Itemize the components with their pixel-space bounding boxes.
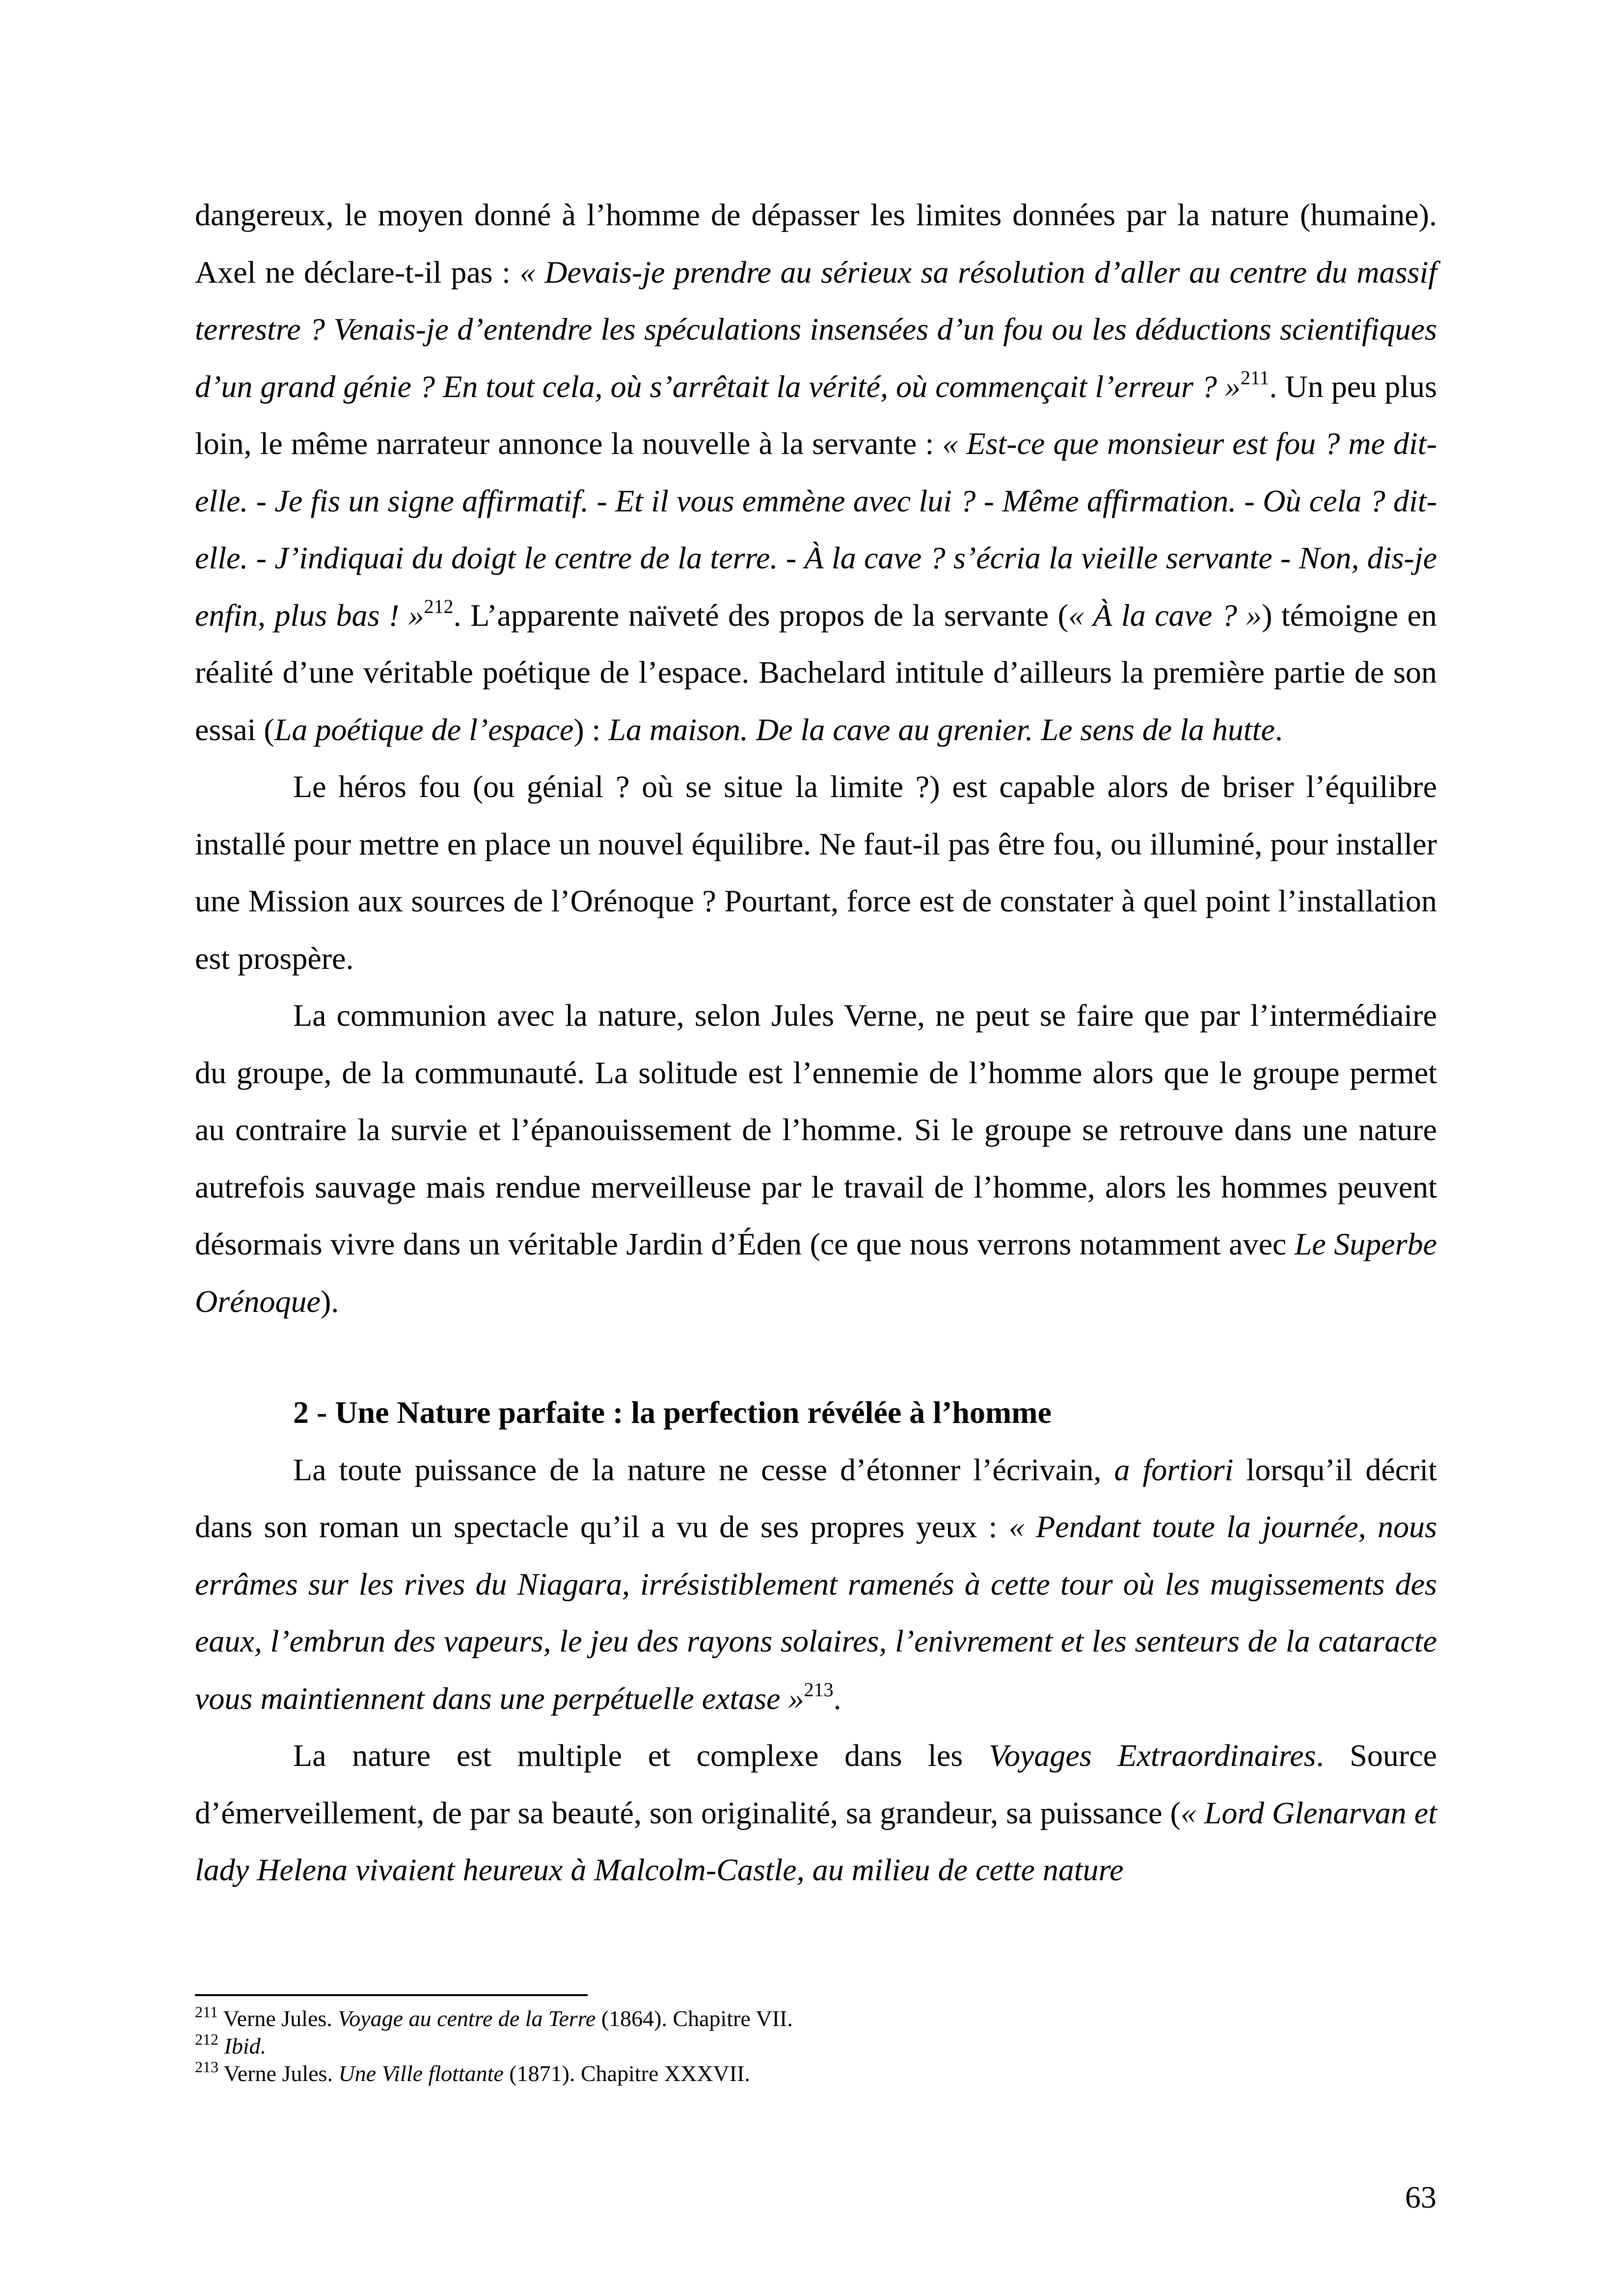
footnote-ref-213: 213 [804,1678,834,1701]
text-span: ). [320,1283,339,1319]
text-span: dangereux, le moyen donné à l’homme de dépasser les limites données par la nature (humaine). Axel ne déclare-t-il pas : [195,197,1437,290]
text-span: lorsqu’il décrit dans son roman un spectacle qu’il a vu de ses propres yeux : [195,1452,1437,1544]
paragraph-3 [195,987,1437,1330]
latin-phrase: a fortiori [1114,1452,1234,1487]
paragraph-2: Le héros fou (ou génial ? où se situe la limite ?) est capable alors de briser l’équilibre installé pour mettre en place un nouvel équilibre. Ne faut-il pas être fou, ou illuminé, pour installer une Mission aux sources de l’Orénoque ? Pourtant, force est de constater à quel point l’installation est prospère. [195,769,1437,976]
footnote-title: Ibid. [224,2033,267,2058]
footnote-text: (1871). Chapitre XXXVII. [503,2061,750,2086]
footnote-number: 213 [195,2058,218,2076]
page-number: 63 [1405,2180,1436,2215]
text-span: . Source d’émerveillement, de par sa beauté, son originalité, sa grandeur, sa puissance ( [195,1738,1437,1830]
text-span: . Un peu plus loin, le même narrateur annonce la nouvelle à la servante : [195,369,1437,461]
footnote-212 [195,2032,1437,2060]
paragraph-4 [195,1442,1437,1728]
text-span: La toute puissance de la nature ne cesse d’étonner l’écrivain, [293,1452,1114,1487]
footnote-text: Verne Jules. [223,2061,339,2086]
footnote-number: 212 [195,2030,218,2048]
footnote-title: Voyage au centre de la Terre [338,2006,596,2031]
quote-span: « Est-ce que monsieur est fou ? me dit-elle. - Je fis un signe affirmatif. - Et il vous emmène avec lui ? - Même affirmation. - Où cela ? dit-elle. - J’indiquai du doigt le centre de la terre. - À la cave ? s’écria la vieille servante - Non, dis-je enfin, plus bas ! » [195,426,1437,633]
footnote-213 [195,2060,1437,2087]
footnote-number: 211 [195,2003,218,2021]
footnote-ref-212: 212 [424,595,454,617]
text-span: ) : [573,712,609,747]
paragraph-1 [195,187,1437,758]
footnote-ref-211: 211 [1240,366,1270,389]
footnote-separator [195,1994,588,1996]
footnote-text: (1864). Chapitre VII. [595,2006,793,2031]
section-heading: 2 - Une Nature parfaite : la perfection révélée à l’homme [293,1395,1052,1430]
text-span: ) témoigne en réalité d’une véritable poétique de l’espace. Bachelard intitule d’ailleurs la première partie de son essai ( [195,597,1437,747]
text-span: La communion avec la nature, selon Jules Verne, ne peut se faire que par l’intermédiaire du groupe, de la communauté. La solitude est l’ennemie de l’homme alors que le groupe permet au contraire la survie et l’épanouissement de l’homme. Si le groupe se retrouve dans une nature autrefois sauvage mais rendue merveilleuse par le travail de l’homme, alors les hommes peuvent désormais vivre dans un véritable Jardin d’Éden (ce que nous verrons notamment avec [195,998,1437,1261]
text-span: . [833,1681,841,1716]
footnote-title: Une Ville flottante [338,2061,504,2086]
footnote-211 [195,2005,1437,2032]
footnote-text: Verne Jules. [223,2006,338,2031]
quote-span: « Devais-je prendre au sérieux sa résolution d’aller au centre du massif terrestre ? Venais-je d’entendre les spéculations insensées d’un fou ou les déductions scientifiques d’un grand génie ? En tout cela, où s’arrêtait la vérité, où commençait l’erreur ? » [195,254,1437,404]
footnotes [195,2005,1437,2087]
text-span: La nature est multiple et complexe dans les [293,1738,989,1773]
paragraph-5 [195,1727,1437,1899]
title-span: Voyages Extraordinaires [989,1738,1316,1773]
quote-span: « À la cave ? » [1068,597,1262,633]
title-span: La maison. De la cave au grenier. Le sens de la hutte [608,712,1275,747]
quote-span: « Lord Glenarvan et lady Helena vivaient heureux à Malcolm-Castle, au milieu de cette nature [195,1795,1437,1887]
quote-span: « Pendant toute la journée, nous errâmes sur les rives du Niagara, irrésistiblement ramenés à cette tour où les mugissements des eaux, l’embrun des vapeurs, le jeu des rayons solaires, l’enivrement et les senteurs de la cataracte vous maintiennent dans une perpétuelle extase » [195,1509,1437,1716]
title-span: La poétique de l’espace [274,712,574,747]
body-text [195,187,1437,1899]
text-span: . L’apparente naïveté des propos de la servante ( [453,597,1068,633]
title-span: Le Superbe Orénoque [195,1227,1437,1319]
text-span: . [1274,712,1283,747]
